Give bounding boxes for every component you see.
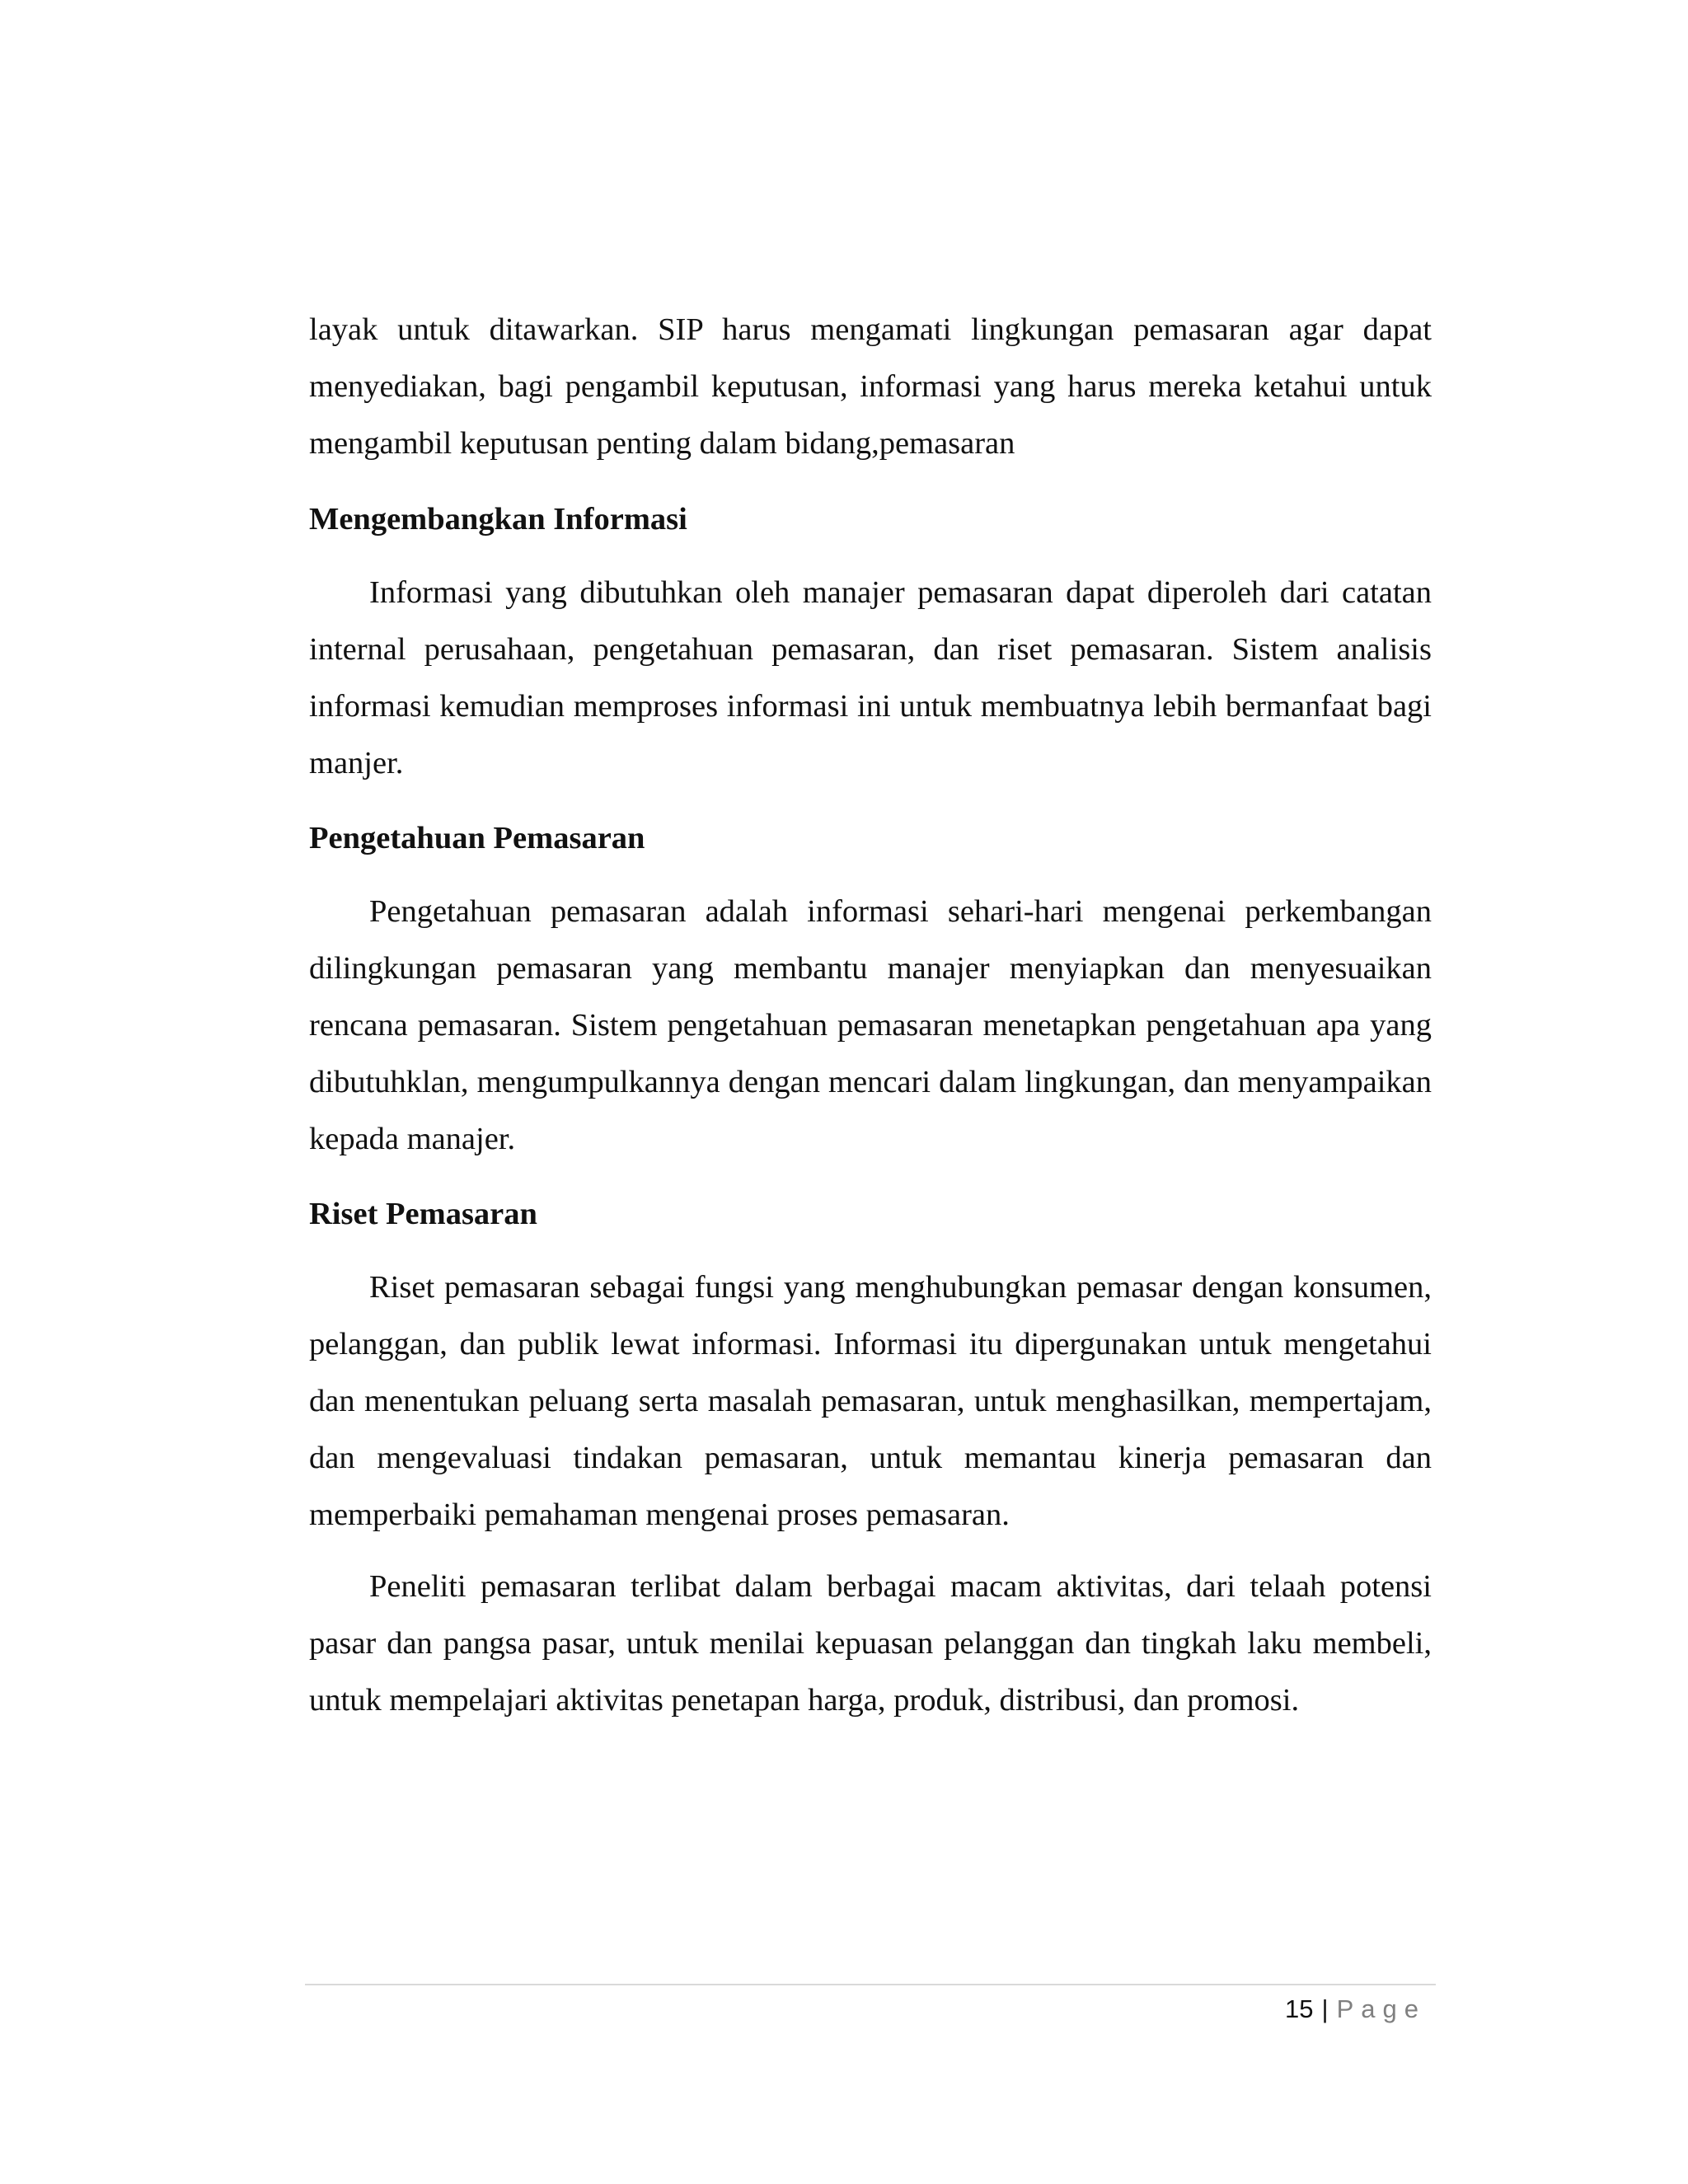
section-heading-mengembangkan-informasi: Mengembangkan Informasi	[309, 502, 687, 537]
footer-separator: |	[1321, 1994, 1329, 2023]
paragraph-mengembangkan-informasi: Informasi yang dibutuhkan oleh manajer pemasaran dapat diperoleh dari catatan internal perusahaan, pengetahuan pemasaran, dan riset pemasaran. Sistem analisis informasi kemudian memproses informasi ini untuk membuatnya lebih bermanfaat bagi manjer.	[309, 575, 1432, 780]
page-footer	[1285, 1991, 1426, 2027]
page-number: 15	[1285, 1994, 1314, 2023]
paragraph-riset-pemasaran-1: Riset pemasaran sebagai fungsi yang menghubungkan pemasar dengan konsumen, pelanggan, dan publik lewat informasi. Informasi itu dipergunakan untuk mengetahui dan menentukan peluang serta masalah pemasaran, untuk menghasilkan, mempertajam, dan mengevaluasi tindakan pemasaran, untuk memantau kinerja pemasaran dan memperbaiki pemahaman mengenai proses pemasaran.	[309, 1270, 1432, 1532]
paragraph-riset-pemasaran-2: Peneliti pemasaran terlibat dalam berbagai macam aktivitas, dari telaah potensi pasar dan pangsa pasar, untuk menilai kepuasan pelanggan dan tingkah laku membeli, untuk mempelajari aktivitas penetapan harga, produk, distribusi, dan promosi.	[309, 1569, 1432, 1718]
paragraph-pengetahuan-pemasaran: Pengetahuan pemasaran adalah informasi sehari-hari mengenai perkembangan dilingkungan pemasaran yang membantu manajer menyiapkan dan menyesuaikan rencana pemasaran. Sistem pengetahuan pemasaran menetapkan pengetahuan apa yang dibutuhklan, mengumpulkannya dengan mencari dalam lingkungan, dan menyampaikan kepada manajer.	[309, 894, 1432, 1156]
page-body	[309, 302, 1432, 1729]
section-heading-riset-pemasaran: Riset Pemasaran	[309, 1197, 537, 1231]
intro-paragraph: layak untuk ditawarkan. SIP harus mengamati lingkungan pemasaran agar dapat menyediakan, bagi pengambil keputusan, informasi yang harus mereka ketahui untuk mengambil keputusan penting dalam bidang,pemasaran	[309, 312, 1432, 461]
footer-divider	[305, 1984, 1436, 1985]
page-label: Page	[1336, 1994, 1426, 2023]
section-heading-pengetahuan-pemasaran: Pengetahuan Pemasaran	[309, 821, 645, 855]
